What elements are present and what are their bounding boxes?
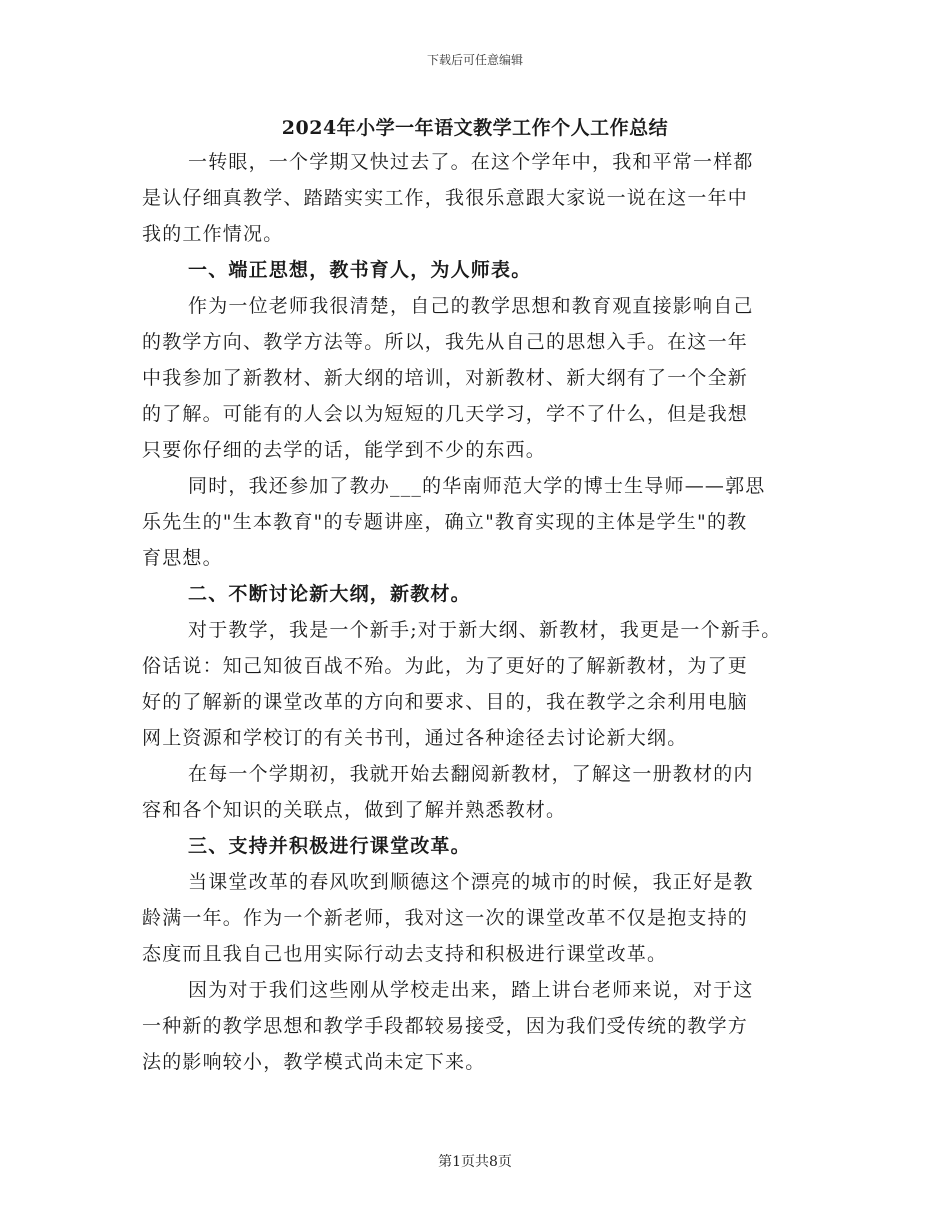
paragraph-line: 网上资源和学校订的有关书刊，通过各种途径去讨论新大纲。: [142, 727, 688, 749]
paragraph-line: 同时，我还参加了教办___的华南师范大学的博士生导师——郭思: [188, 475, 766, 497]
section-heading-3: 三、支持并积极进行课堂改革。: [188, 835, 471, 857]
paragraph-line: 态度而且我自己也用实际行动去支持和积极进行课堂改革。: [142, 943, 668, 965]
paragraph-line: 的了解。可能有的人会以为短短的几天学习，学不了什么，但是我想: [142, 403, 749, 425]
paragraph-line: 容和各个知识的关联点，做到了解并熟悉教材。: [142, 799, 567, 821]
paragraph-line: 我的工作情况。: [142, 223, 284, 245]
paragraph-line: 是认仔细真教学、踏踏实实工作，我很乐意跟大家说一说在这一年中: [142, 187, 749, 209]
paragraph-line: 育思想。: [142, 547, 223, 569]
paragraph-line: 俗话说：知己知彼百战不殆。为此，为了更好的了解新教材，为了更: [142, 655, 749, 677]
paragraph-line: 中我参加了新教材、新大纲的培训，对新教材、新大纲有了一个全新: [142, 367, 749, 389]
paragraph-line: 的教学方向、教学方法等。所以，我先从自己的思想入手。在这一年: [142, 331, 749, 353]
paragraph-line: 作为一位老师我很清楚，自己的教学思想和教育观直接影响自己: [188, 295, 754, 317]
paragraph-line: 在每一个学期初，我就开始去翻阅新教材，了解这一册教材的内: [188, 763, 754, 785]
paragraph-line: 法的影响较小，教学模式尚未定下来。: [142, 1051, 486, 1073]
paragraph-line: 因为对于我们这些刚从学校走出来，踏上讲台老师来说，对于这: [188, 979, 754, 1001]
page-footer: 第1页共8页: [438, 1154, 512, 1170]
paragraph-line: 好的了解新的课堂改革的方向和要求、目的，我在教学之余利用电脑: [142, 691, 749, 713]
section-heading-1: 一、端正思想，教书育人，为人师表。: [188, 259, 532, 281]
page-header: 下载后可任意编辑: [426, 53, 523, 67]
paragraph-line: 乐先生的"生本教育"的专题讲座，确立"教育实现的主体是学生"的教: [142, 511, 748, 533]
paragraph-line: 龄满一年。作为一个新老师，我对这一次的课堂改革不仅是抱支持的: [142, 907, 749, 929]
paragraph-line: 当课堂改革的春风吹到顺德这个漂亮的城市的时候，我正好是教: [188, 871, 754, 893]
paragraph-line: 一种新的教学思想和教学手段都较易接受，因为我们受传统的教学方: [142, 1015, 749, 1037]
section-heading-2: 二、不断讨论新大纲，新教材。: [188, 583, 471, 605]
paragraph-line: 一转眼，一个学期又快过去了。在这个学年中，我和平常一样都: [188, 151, 754, 173]
paragraph-line: 只要你仔细的去学的话，能学到不少的东西。: [142, 439, 547, 461]
document-title: 2024年小学一年语文教学工作个人工作总结: [281, 117, 669, 139]
paragraph-line: 对于教学，我是一个新手;对于新大纲、新教材，我更是一个新手。: [188, 619, 782, 641]
